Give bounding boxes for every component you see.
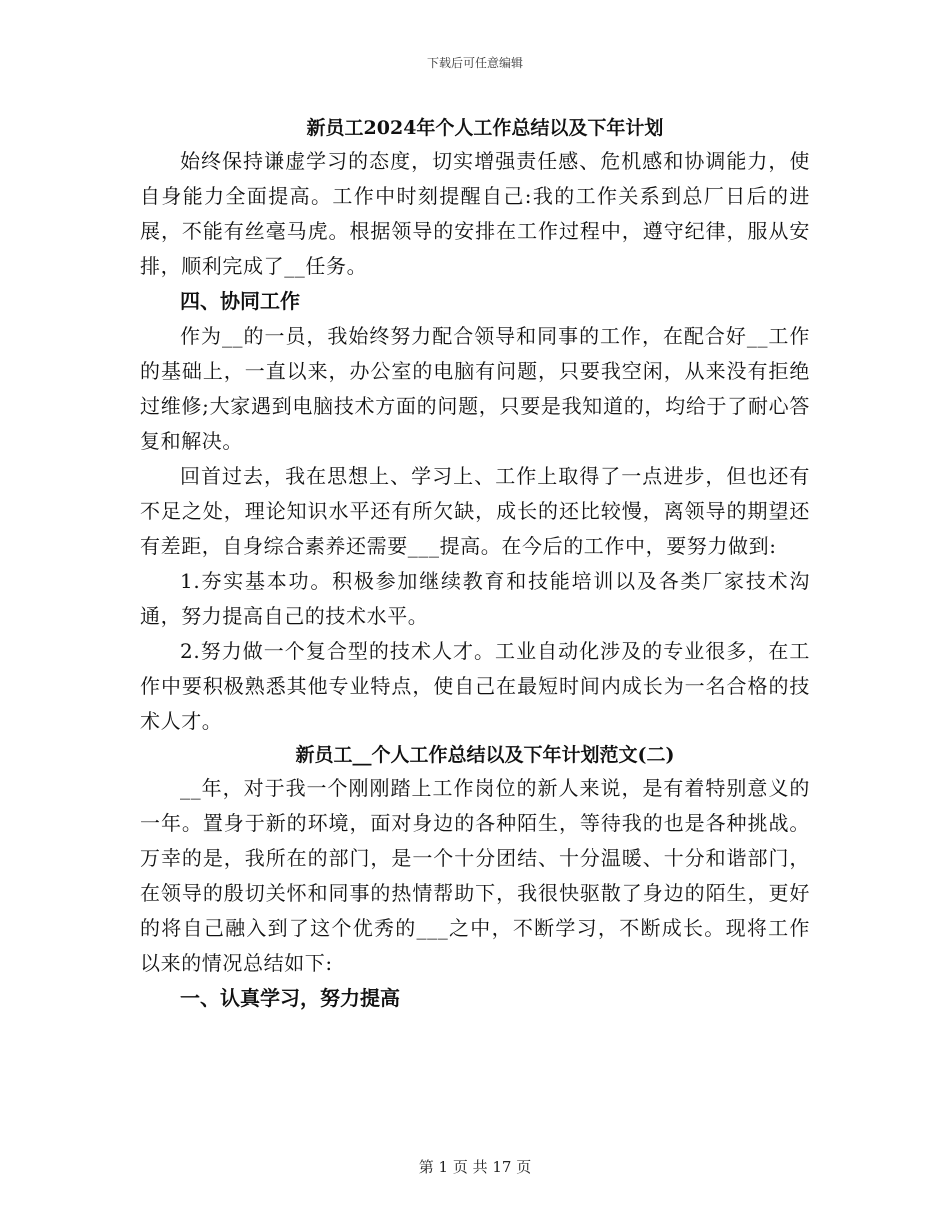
document-title: 新员工2024年个人工作总结以及下年计划: [306, 117, 664, 139]
page-footer: 第 1 页 共 17 页: [418, 1158, 532, 1176]
document-subtitle: 新员工__个人工作总结以及下年计划范文(二): [295, 744, 675, 766]
header-note: 下载后可任意编辑: [426, 56, 523, 70]
paragraph-4: 1.夯实基本功。积极参加继续教育和技能培训以及各类厂家技术沟通，努力提高自己的技术水平。: [140, 569, 810, 628]
section-heading-cooperation: 四、协同工作: [180, 289, 300, 313]
paragraph-6: __年，对于我一个刚刚踏上工作岗位的新人来说，是有着特别意义的一年。置身于新的环境，面对身边的各种陌生，等待我的也是各种挑战。万幸的是，我所在的部门，是一个十分团结、十分温暖、十分和谐部门，在领导的殷切关怀和同事的热情帮助下，我很快驱散了身边的陌生，更好的将自己融入到了这个优秀的___之中，不断学习，不断成长。现将工作以来的情况总结如下:: [140, 776, 810, 975]
document-body: [140, 112, 810, 1016]
paragraph-5: 2.努力做一个复合型的技术人才。工业自动化涉及的专业很多，在工作中要积极熟悉其他专业特点，使自己在最短时间内成长为一名合格的技术人才。: [140, 639, 810, 733]
paragraph-2: 作为__的一员，我始终努力配合领导和同事的工作，在配合好__工作的基础上，一直以来，办公室的电脑有问题，只要我空闲，从来没有拒绝过维修;大家遇到电脑技术方面的问题，只要是我知道的，均给于了耐心答复和解决。: [140, 324, 810, 453]
paragraph-3: 回首过去，我在思想上、学习上、工作上取得了一点进步，但也还有不足之处，理论知识水平还有所欠缺，成长的还比较慢，离领导的期望还有差距，自身综合素养还需要___提高。在今后的工作中，要努力做到:: [140, 464, 810, 558]
section-heading-study: 一、认真学习，努力提高: [180, 986, 400, 1010]
paragraph-1: 始终保持谦虚学习的态度，切实增强责任感、危机感和协调能力，使自身能力全面提高。工作中时刻提醒自己:我的工作关系到总厂日后的进展，不能有丝毫马虎。根据领导的安排在工作过程中，遵守纪律，服从安排，顺利完成了__任务。: [140, 149, 810, 278]
